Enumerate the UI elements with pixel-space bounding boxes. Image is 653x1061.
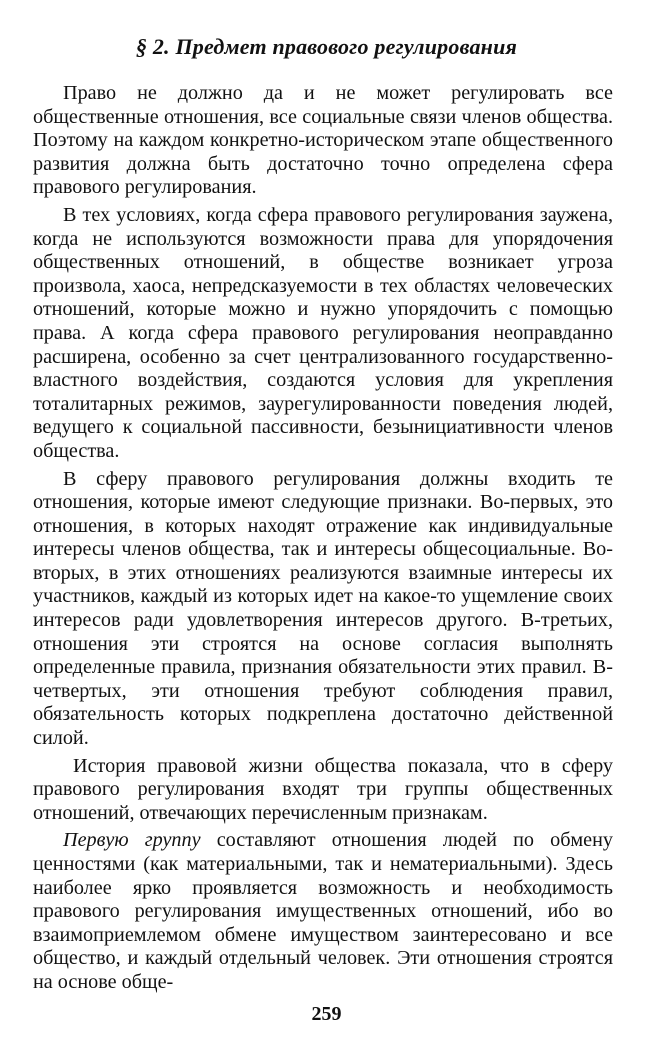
paragraph-4: История правовой жизни общества показала, что в сферу правового регулирования входят три группы общественных отношений, отвечающих перечисленным признакам. xyxy=(33,754,613,824)
paragraph-1: Право не должно да и не может регулировать все общественные отношения, все социальные связи членов общества. Поэтому на каждом конкретно-историческом этапе общественного развития должна быть достаточно точно определена сфера правового регулирования. xyxy=(33,82,613,199)
paragraph-5-text: составляют отношения людей по обмену ценностями (как материальными, так и нематериальными). Здесь наиболее ярко проявляется возможность и необходимость правового регулирования имущественных отношений, ибо во взаимоприемлемом обмене имуществом заинтересовано и все общество, и каждый отдельный человек. Эти отношения строятся на основе обще- xyxy=(33,829,613,993)
body-text xyxy=(33,82,613,999)
page-number: 259 xyxy=(311,1003,342,1025)
paragraph-3: В сферу правового регулирования должны входить те отношения, которые имеют следующие признаки. Во-первых, это отношения, в которых находят отражение как индивидуальные интересы членов общества, так и интересы общесоциальные. Во-вторых, в этих отношениях реализуются взаимные интересы их участников, каждый из которых идет на какое-то ущемление своих интересов ради удовлетворения интересов другого. В-третьих, отношения эти строятся на основе согласия выполнять определенные правила, признания обязательности этих правил. В-четвертых, эти отношения требуют соблюдения правил, обязательность которых подкреплена достаточно действенной силой. xyxy=(33,467,613,750)
paragraph-2: В тех условиях, когда сфера правового регулирования заужена, когда не используются возможности права для упорядочения общественных отношений, в обществе возникает угроза произвола, хаоса, непредсказуемости в тех областях человеческих отношений, которые можно и нужно упорядочить с помощью права. А когда сфера правового регулирования неоправданно расширена, особенно за счет централизованного государственно-властного воздействия, создаются условия для укрепления тоталитарных режимов, заурегулированности поведения людей, ведущего к социальной пассивности, безынициативности членов общества. xyxy=(33,203,613,462)
paragraph-5 xyxy=(33,829,613,994)
paragraph-5-lead: Первую группу xyxy=(63,829,201,852)
section-heading: § 2. Предмет правового регулирования xyxy=(135,34,518,59)
